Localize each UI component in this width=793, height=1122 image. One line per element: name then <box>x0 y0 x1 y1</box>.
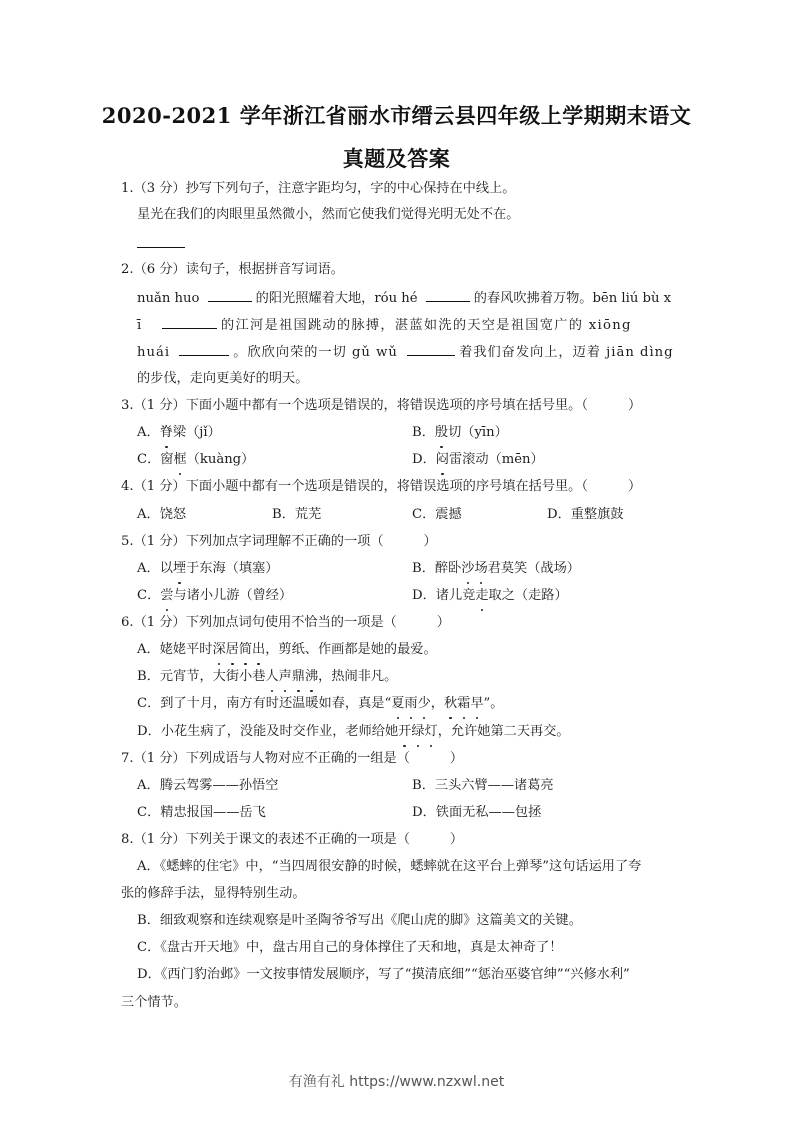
option-prefix: A．以 <box>137 561 173 576</box>
question-1-stem: 1.（3 分）抄写下列句子，注意字距均匀，字的中心保持在中线上。 <box>121 181 516 196</box>
option-prefix: D．诸儿竞 <box>412 588 476 603</box>
dotted-char: 殷 <box>435 423 448 443</box>
option-text: ”。 <box>483 696 504 711</box>
dotted-char: 堙 <box>173 559 186 579</box>
dotted-char: 居 <box>226 640 239 660</box>
question-1-sentence: 星光在我们的肉眼里虽然微小，然而它使我们觉得光明无处不在。 <box>137 207 520 222</box>
option-text: 与诸小儿游（曾经） <box>173 588 293 603</box>
paren-close: ） <box>436 615 450 630</box>
question-3-option-b[interactable] <box>412 423 508 443</box>
question-3-option-d[interactable] <box>412 450 544 470</box>
option-prefix: D．小花生病了，没能及时交作业，老师给她 <box>137 724 399 739</box>
dotted-char: 沙 <box>461 559 474 579</box>
dotted-char: 脊 <box>160 423 173 443</box>
question-8-option-d-line-1[interactable]: D．《西门豹治邺》一文按事情发展顺序，写了“摸清底细”“惩治巫婆官绅”“兴修水利” <box>137 967 630 982</box>
question-1-answer-blank[interactable] <box>137 233 189 255</box>
question-8-option-c[interactable]: C．《盘古开天地》中，盘古用自己的身体撑住了天和地，真是太神奇了！ <box>137 940 563 955</box>
answer-blank-nuanhuo[interactable] <box>208 287 252 302</box>
dotted-char: 出 <box>252 640 265 660</box>
option-prefix: B．元宵节，大街小巷 <box>137 669 266 684</box>
document-title-line1: 2020-2021 学年浙江省丽水市缙云县四年级上学期期末语文 <box>101 103 692 128</box>
question-5-option-b[interactable] <box>412 559 580 579</box>
question-4-stem-text: 4.（1 分）下面小题中都有一个选项是错误的，将错误选项的序号填在括号里。（ <box>121 479 588 494</box>
question-8-option-d-line-2: 三个情节。 <box>121 995 187 1010</box>
option-prefix: B．醉卧 <box>412 561 462 576</box>
question-8-stem <box>121 830 463 850</box>
question-6-stem <box>121 613 450 633</box>
dotted-char: 鼎 <box>292 667 305 687</box>
question-4-option-c[interactable]: C．震撼 <box>412 507 462 522</box>
document-title-line2: 真题及答案 <box>342 146 451 171</box>
option-prefix: D． <box>412 452 436 467</box>
dotted-char: 雨 <box>404 694 417 714</box>
question-5-option-d[interactable] <box>412 586 568 606</box>
question-2-stem: 2.（6 分）读句子，根据拼音写词语。 <box>121 262 344 277</box>
dotted-char: 人 <box>265 667 278 687</box>
question-7-option-a[interactable]: A．腾云驾雾——孙悟空 <box>137 778 279 793</box>
answer-blank-guwu[interactable] <box>407 341 455 356</box>
option-text: 君莫笑（战场） <box>487 561 580 576</box>
paren-close: ） <box>449 751 464 766</box>
option-prefix: C． <box>137 588 161 603</box>
question-5-option-a[interactable] <box>137 559 278 579</box>
pinyin-nuanhuo: nuǎn huo <box>137 291 200 306</box>
dotted-char: 尝 <box>160 586 173 606</box>
question-6-option-c[interactable] <box>137 694 503 714</box>
paren-close: ） <box>627 479 642 494</box>
dotted-char: 闷 <box>436 450 449 470</box>
answer-blank-rouhe[interactable] <box>426 287 470 302</box>
paren-close: ） <box>423 534 437 549</box>
question-8-option-a-line-1[interactable]: A．《蟋蟀的住宅》中，“当四周很安静的时候，蟋蟀就在这平台上弹琴”这句话运用了夸 <box>137 859 642 874</box>
pinyin-xionghuai-end: huái <box>137 345 171 360</box>
question-6-option-b[interactable] <box>137 667 397 687</box>
paren-close: ） <box>627 398 642 413</box>
question-3-option-c[interactable] <box>137 450 254 470</box>
option-text: 梁（jǐ） <box>172 425 221 440</box>
option-text: 雷滚动（mēn） <box>448 452 544 467</box>
dotted-char: 秋 <box>444 694 457 714</box>
question-6-stem-text: 6.（1 分）下列加点词句使用不恰当的一项是（ <box>121 615 397 630</box>
dotted-char: 开 <box>398 722 411 742</box>
option-prefix: C．到了十月，南方有时还温暖如春，真是“ <box>137 696 392 711</box>
answer-blank[interactable] <box>137 233 185 248</box>
dotted-char: 深 <box>212 640 225 660</box>
pinyin-benliubuxi-end: ī <box>137 318 143 333</box>
dotted-char: 走 <box>475 586 488 606</box>
question-6-option-d[interactable] <box>137 722 570 742</box>
question-4-option-a[interactable]: A．饶怒 <box>137 507 187 522</box>
question-2-text: 的阳光照耀着大地，róu hé <box>255 291 418 306</box>
question-5-stem-text: 5.（1 分）下列加点字词理解不正确的一项（ <box>121 534 384 549</box>
question-7-stem-text: 7.（1 分）下列成语与人物对应不正确的一组是（ <box>121 751 410 766</box>
option-prefix: A． <box>137 425 160 440</box>
question-7-stem <box>121 749 463 769</box>
question-2-text: 的春风吹拂着万物。bēn liú bù x <box>473 291 672 306</box>
question-7-option-d[interactable]: D．铁面无私——包拯 <box>412 805 542 820</box>
question-2-line-1 <box>137 287 671 309</box>
question-2-text: 的江河是祖国跳动的脉搏，湛蓝如洗的天空是祖国宽广的 xiōng <box>221 318 632 333</box>
option-prefix: A．姥姥平时 <box>137 642 213 657</box>
option-text: 于东海（填塞） <box>186 561 279 576</box>
option-text: 切（yīn） <box>448 425 508 440</box>
option-text: ，剪纸、作画都是她的最爱。 <box>265 642 437 657</box>
dotted-char: 少 <box>418 694 431 714</box>
dotted-char: 霜 <box>457 694 470 714</box>
question-3-option-a[interactable] <box>137 423 221 443</box>
question-8-option-a-line-2: 张的修辞手法，显得特别生动。 <box>121 886 306 901</box>
question-8-stem-text: 8.（1 分）下列关于课文的表述不正确的一项是（ <box>121 832 410 847</box>
dotted-char: 沸 <box>305 667 318 687</box>
question-5-stem <box>121 532 437 552</box>
dotted-char: 早 <box>470 694 483 714</box>
question-2-text: 着我们奋发向上，迈着 jiān dìng <box>459 345 674 360</box>
question-2-line-2 <box>137 314 632 336</box>
dotted-char: 声 <box>279 667 292 687</box>
question-7-option-c[interactable]: C．精忠报国——岳飞 <box>137 805 266 820</box>
question-2-line-3 <box>137 341 674 363</box>
option-text: ， <box>430 696 444 711</box>
question-4-option-d[interactable]: D．重整旗鼓 <box>547 507 624 522</box>
option-text: ，允许她第二天再交。 <box>437 724 570 739</box>
question-4-option-b[interactable]: B．荒芜 <box>272 507 322 522</box>
option-text: （kuàng） <box>186 452 255 467</box>
footer-watermark: 有渔有礼 https://www.nzxwl.net <box>288 1074 505 1090</box>
dotted-char: 框 <box>173 450 186 470</box>
dotted-char: 简 <box>239 640 252 660</box>
answer-blank-benliubuxi[interactable] <box>162 314 217 329</box>
dotted-char: 灯 <box>425 722 438 742</box>
question-3-stem-text: 3.（1 分）下面小题中都有一个选项是错误的，将错误选项的序号填在括号里。（ <box>121 398 588 413</box>
question-8-option-b[interactable]: B．细致观察和连续观察是叶圣陶爷爷写出《爬山虎的脚》这篇美文的关键。 <box>137 913 582 928</box>
option-prefix: C．窗 <box>137 452 174 467</box>
option-prefix: B． <box>412 425 435 440</box>
dotted-char: 夏 <box>391 694 404 714</box>
option-text: ，热闹非凡。 <box>318 669 398 684</box>
question-6-option-a[interactable] <box>137 640 437 660</box>
question-2-text: 。欣欣向荣的一切 gǔ wǔ <box>233 345 398 360</box>
question-5-option-c[interactable] <box>137 586 292 606</box>
dotted-char: 场 <box>474 559 487 579</box>
question-7-option-b[interactable]: B．三头六臂——诸葛亮 <box>412 778 554 793</box>
question-2-line-4: 的步伐，走向更美好的明天。 <box>137 371 309 386</box>
question-3-stem <box>121 396 641 416</box>
dotted-char: 绿 <box>411 722 424 742</box>
paren-close: ） <box>449 832 464 847</box>
question-4-stem <box>121 477 641 497</box>
answer-blank-xionghuai[interactable] <box>179 341 229 356</box>
option-text: 取之（走路） <box>488 588 568 603</box>
